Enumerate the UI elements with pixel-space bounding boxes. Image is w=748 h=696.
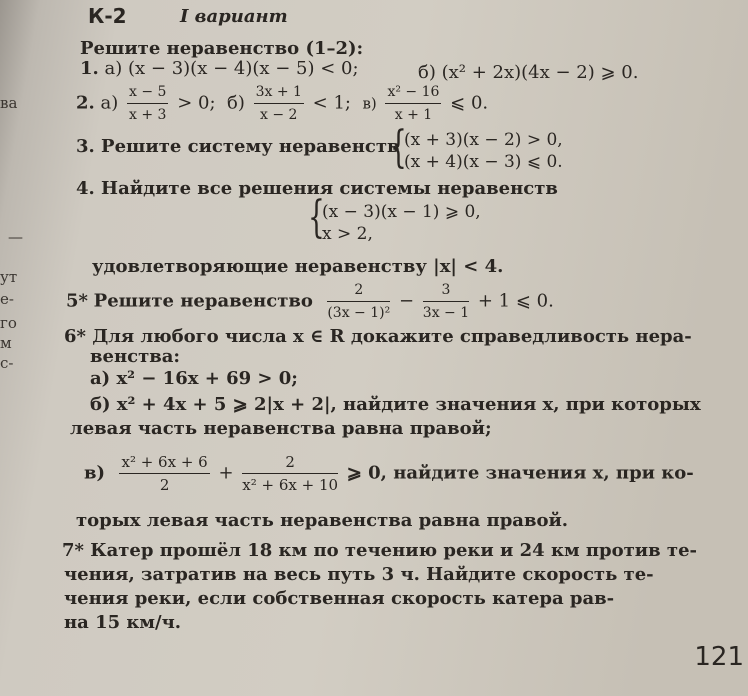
problem-6a: а) x² − 16x + 69 > 0; xyxy=(90,368,298,389)
problem-5-text: Решите неравенство xyxy=(93,290,313,312)
margin-fragment: ут xyxy=(0,268,18,286)
problem-1a: а) (x − 3)(x − 4)(x − 5) < 0; xyxy=(104,58,359,79)
problem-number: 6* xyxy=(64,326,86,347)
denominator: 3x − 1 xyxy=(422,305,470,321)
problem-4-condition: удовлетворяющие неравенству |x| < 4. xyxy=(92,256,504,277)
problem-number: 7* xyxy=(62,540,84,561)
problem-3-text: 3. Решите систему неравенств xyxy=(76,136,400,157)
fraction xyxy=(242,452,338,495)
margin-fragment: м xyxy=(0,334,12,352)
problem-6b-line-2: левая часть неравенства равна правой; xyxy=(70,418,492,439)
problem-6c-line-2: торых левая часть неравенства равна правой. xyxy=(76,510,569,531)
system-brace: { xyxy=(390,122,407,173)
problem-number: 2. xyxy=(76,92,95,114)
problem-7-text: Катер прошёл 18 км по течению реки и 24 км против те- xyxy=(90,540,697,561)
fraction xyxy=(119,452,209,495)
problem-5-rest: + 1 ⩽ 0. xyxy=(477,290,554,312)
problem-6-text: Для любого числа x ∈ R докажите справедливость нера- xyxy=(92,326,692,347)
problem-2 xyxy=(76,82,488,125)
fraction xyxy=(254,82,304,125)
numerator: 3 xyxy=(423,280,469,302)
numerator: x² + 6x + 6 xyxy=(119,452,209,474)
denominator: x² + 6x + 10 xyxy=(242,476,339,494)
problem-number: 1. xyxy=(80,58,99,79)
plus-sign: + xyxy=(218,462,234,484)
problem-1b: б) (x² + 2x)(4x − 2) ⩾ 0. xyxy=(418,62,639,83)
problem-5 xyxy=(66,280,554,323)
problem-2a-label: а) xyxy=(100,92,119,114)
denominator: 2 xyxy=(159,476,170,494)
problem-7-line-3: чения реки, если собственная скорость катера рав- xyxy=(64,588,615,609)
problem-2a-rest: > 0; xyxy=(177,92,216,114)
system-line-1: (x − 3)(x − 1) ⩾ 0, xyxy=(322,202,481,222)
page-number: 121 xyxy=(694,642,744,672)
numerator: 2 xyxy=(327,280,390,302)
problem-6c-label: в) xyxy=(84,462,106,484)
variant-title: I вариант xyxy=(180,6,288,27)
numerator: x² − 16 xyxy=(385,82,441,104)
denominator: x + 3 xyxy=(129,107,167,123)
minus-sign: − xyxy=(398,290,415,312)
problem-6-line-2: венства: xyxy=(90,346,181,367)
margin-fragment: го xyxy=(0,314,17,332)
system-line-2: (x + 4)(x − 3) ⩽ 0. xyxy=(404,152,563,172)
problem-6b-line-1: б) x² + 4x + 5 ⩾ 2|x + 2|, найдите значения x, при которых xyxy=(90,394,701,415)
denominator: (3x − 1)² xyxy=(327,305,391,321)
denominator: x + 1 xyxy=(394,107,433,123)
problem-7-line-2: чения, затратив на весь путь 3 ч. Найдите скорость те- xyxy=(64,564,654,585)
problem-4-text: 4. Найдите все решения системы неравенств xyxy=(76,178,558,199)
fraction xyxy=(385,82,441,125)
fraction xyxy=(327,280,390,323)
problem-2c-rest: ⩽ 0. xyxy=(450,92,489,114)
margin-fragment: — xyxy=(8,228,23,246)
problem-1 xyxy=(80,58,359,79)
problem-2b-label: б) xyxy=(226,92,245,114)
problem-number: 5* xyxy=(66,290,88,312)
system-line-2: x > 2, xyxy=(322,224,373,244)
problem-7-line-4: на 15 км/ч. xyxy=(64,612,182,633)
test-code: К-2 xyxy=(88,4,127,28)
system-line-1: (x + 3)(x − 2) > 0, xyxy=(404,130,563,150)
denominator: x − 2 xyxy=(260,107,298,123)
problem-6c-rest: ⩾ 0, найдите значения x, при ко- xyxy=(346,462,694,484)
fraction xyxy=(127,82,168,125)
numerator: x − 5 xyxy=(127,82,168,104)
numerator: 2 xyxy=(242,452,338,474)
fraction xyxy=(423,280,469,323)
problem-6-line-1 xyxy=(64,326,692,347)
margin-fragment: ва xyxy=(0,94,18,112)
numerator: 3x + 1 xyxy=(254,82,304,104)
intro-line: Решите неравенство (1–2): xyxy=(80,38,364,59)
margin-fragment: с- xyxy=(0,354,14,372)
problem-7-line-1 xyxy=(62,540,697,561)
problem-2c-label: в) xyxy=(362,94,377,113)
margin-fragment: е- xyxy=(0,290,14,308)
problem-2b-rest: < 1; xyxy=(312,92,351,114)
system-brace: { xyxy=(308,192,325,243)
problem-6c xyxy=(84,452,694,495)
